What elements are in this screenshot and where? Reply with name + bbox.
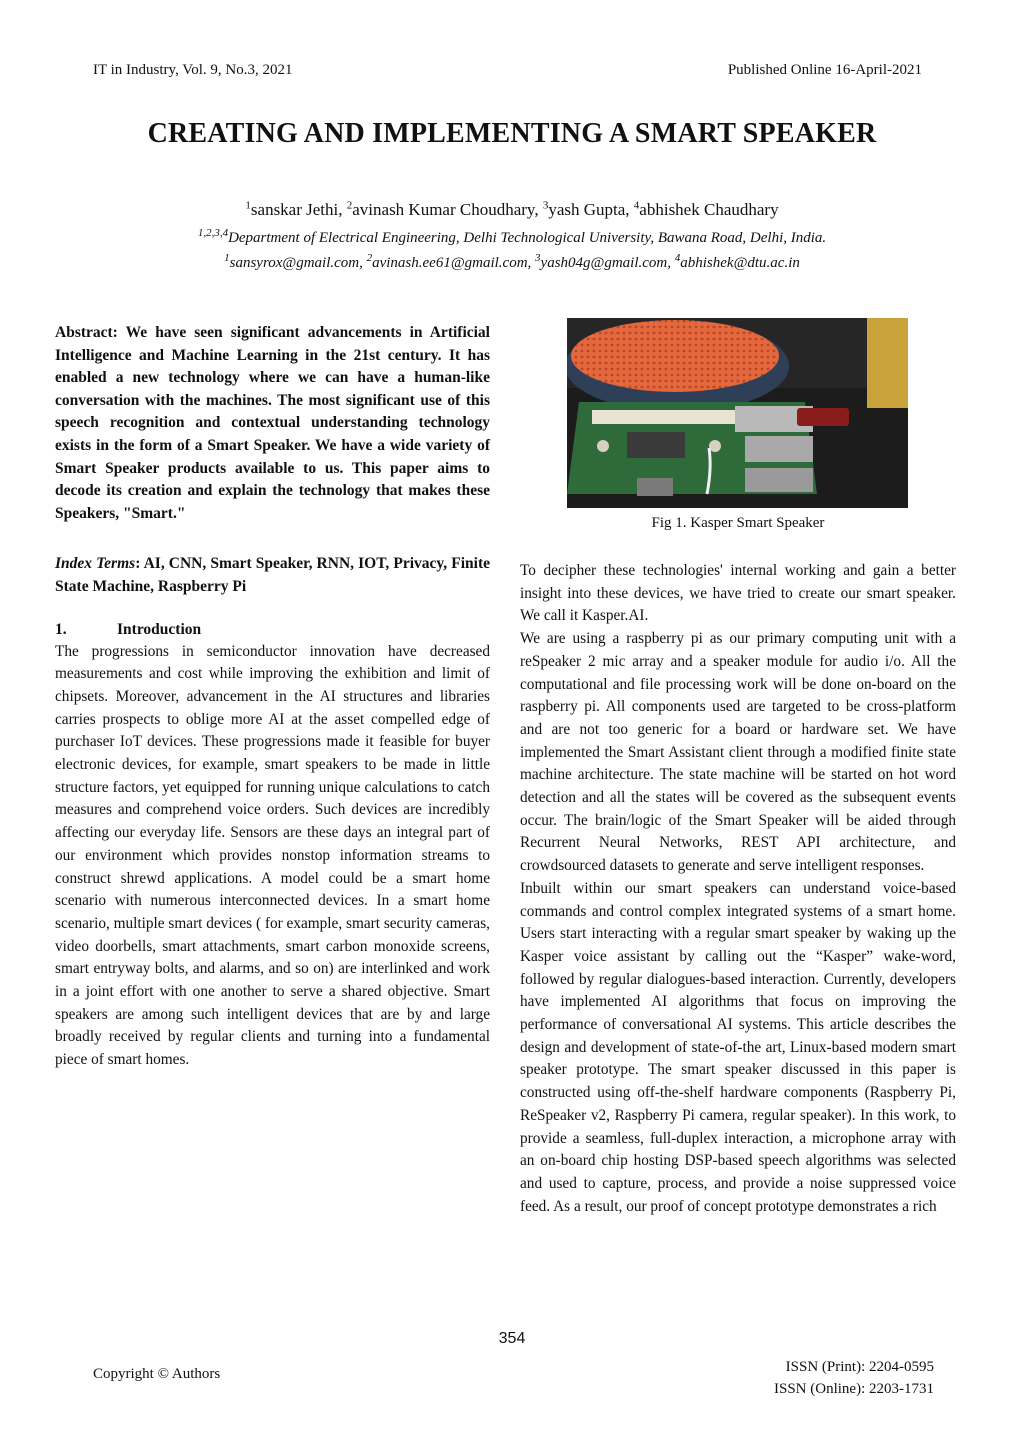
email-2-sup: 2 — [366, 252, 373, 264]
right-column — [520, 560, 956, 1218]
usb-port-2 — [745, 436, 813, 462]
affiliation — [0, 227, 1024, 247]
affiliation-sup: 1,2,3,4 — [197, 227, 229, 239]
abstract: Abstract: We have seen significant advancements in Artificial Intelligence and Machine Learning in the 21st century. It has enabled a new technology where we can have a human-like conversation with the machines. The most significant use of this speech recognition and contextual understanding technology exists in the form of a Smart Speaker. We have a wide variety of Smart Speaker products available to us. This paper aims to decode its creation and explain the technology that makes these Speakers, "Smart." — [55, 324, 490, 522]
microphone-1 — [597, 440, 609, 452]
email-1: sansyrox@gmail.com, — [229, 255, 363, 271]
author-3-sup: 3 — [542, 199, 549, 212]
author-3: yash Gupta, — [548, 200, 630, 219]
section-title: Introduction — [117, 620, 202, 638]
email-4-sup: 4 — [674, 252, 681, 264]
email-1-sup: 1 — [224, 252, 230, 264]
author-1: sanskar Jethi, — [250, 200, 343, 219]
intro-paragraph: The progressions in semiconductor innovation have decreased measurements and cost while improving the exhibition and limit of chipsets. Moreover, advancement in the AI structures and libraries carries prospects to oblige more AI at the asset compelled edge of purchaser IoT devices. These progressions made it feasible for buyer electronic devices, for example, smart speakers to be made in little structure factors, yet equipped for running unique calculations to catch measures and comprehend voice orders. Such devices are incredibly affecting our everyday life. Sensors are these days an integral part of our environment which provides nonstop information streams to construct shrewd applications. A model could be a smart home scenario with numerous interconnected devices. In a smart home scenario, multiple smart devices ( for example, smart security cameras, video doorbells, smart attachments, smart carbon monoxide screens, smart entryway bolts, and alarms, and so on) are interlinked and work in a joint effort with one another to serve a shared objective. Smart speakers are among such intelligent devices that are by and large broadly received by regular clients and turning into a fundamental piece of smart homes. — [55, 642, 490, 1069]
author-2: avinash Kumar Choudhary, — [352, 200, 539, 219]
kasper-speaker-photo — [567, 318, 908, 508]
page-number: 354 — [498, 1330, 526, 1347]
photo-side-object — [867, 318, 908, 408]
ethernet-port — [745, 468, 813, 492]
section-heading — [55, 619, 490, 641]
author-4: abhishek Chaudhary — [639, 200, 779, 219]
index-terms-text: : AI, CNN, Smart Speaker, RNN, IOT, Privacy, Finite State Machine, Raspberry Pi — [55, 555, 491, 595]
email-list — [0, 252, 1024, 272]
author-4-sup: 4 — [633, 199, 640, 212]
left-column — [55, 322, 490, 1072]
email-4: abhishek@dtu.ac.in — [680, 255, 800, 271]
right-paragraph-2: We are using a raspberry pi as our primary computing unit with a reSpeaker 2 mic array and a speaker module for audio i/o. All the computational and file processing work will be done on-board on the raspberry pi. All components used are targeted to be cross-platform and are not too generic for a board or hardware set. We have implemented the Smart Assistant client through a modified finite state machine architecture. The state machine will be started on hot word detection and all the states will be covered as the subsequent events occur. The brain/logic of the Smart Speaker will be aided through Recurrent Neural Networks, REST API architecture, and crowdsourced datasets to generate and serve intelligent responses. — [520, 630, 956, 875]
figure-caption: Fig 1. Kasper Smart Speaker — [651, 515, 825, 531]
email-2: avinash.ee61@gmail.com, — [372, 255, 532, 271]
index-terms-label: Index Terms — [55, 555, 136, 573]
issn-online: ISSN (Online): 2203-1731 — [774, 1381, 934, 1397]
author-2-sup: 2 — [346, 199, 353, 212]
right-paragraph-1: To decipher these technologies' internal working and gain a better insight into these devices, we have tried to create our smart speaker. We call it Kasper.AI. — [520, 562, 956, 625]
journal-header: IT in Industry, Vol. 9, No.3, 2021 — [93, 62, 293, 78]
issn-print: ISSN (Print): 2204-0595 — [785, 1359, 934, 1375]
usb-drive — [797, 408, 849, 426]
gpio-header — [592, 410, 742, 424]
author-1-sup: 1 — [245, 199, 251, 212]
email-3: yash04g@gmail.com, — [540, 255, 671, 271]
issn-block — [774, 1356, 934, 1400]
published-date: Published Online 16-April-2021 — [727, 62, 922, 78]
section-number: 1. — [55, 620, 67, 638]
mic-array-chip — [627, 432, 685, 458]
copyright: Copyright © Authors — [93, 1366, 221, 1382]
email-3-sup: 3 — [535, 252, 541, 264]
index-terms — [55, 553, 490, 598]
photo-illustration — [567, 318, 908, 508]
affiliation-text: Department of Electrical Engineering, Delhi Technological University, Bawana Road, Delhi, India. — [228, 230, 827, 246]
author-list — [0, 200, 1024, 220]
paper-title: CREATING AND IMPLEMENTING A SMART SPEAKER — [147, 118, 877, 149]
hdmi-port — [637, 478, 673, 496]
speaker-grille — [571, 320, 779, 392]
right-paragraph-3: Inbuilt within our smart speakers can understand voice-based commands and control complex integrated systems of a smart home. Users start interacting with a regular smart speaker by waking up the Kasper voice assistant by calling out the “Kasper” wake-word, followed by regular dialogues-based interaction. Currently, developers have implemented AI algorithms that focus on improving the performance of conversational AI systems. This article describes the design and development of state-of-the art, Linux-based modern smart speaker prototype. The smart speaker discussed in this paper is constructed using off-the-shelf hardware components (Raspberry Pi, ReSpeaker v2, Raspberry Pi camera, regular speaker). In this work, to provide a seamless, full-duplex interaction, a microphone array with an on-board chip hosting DSP-based speech algorithms was selected and used to capture, process, and provide a noise suppressed voice feed. As a result, our proof of concept prototype demonstrates a rich — [520, 879, 956, 1215]
